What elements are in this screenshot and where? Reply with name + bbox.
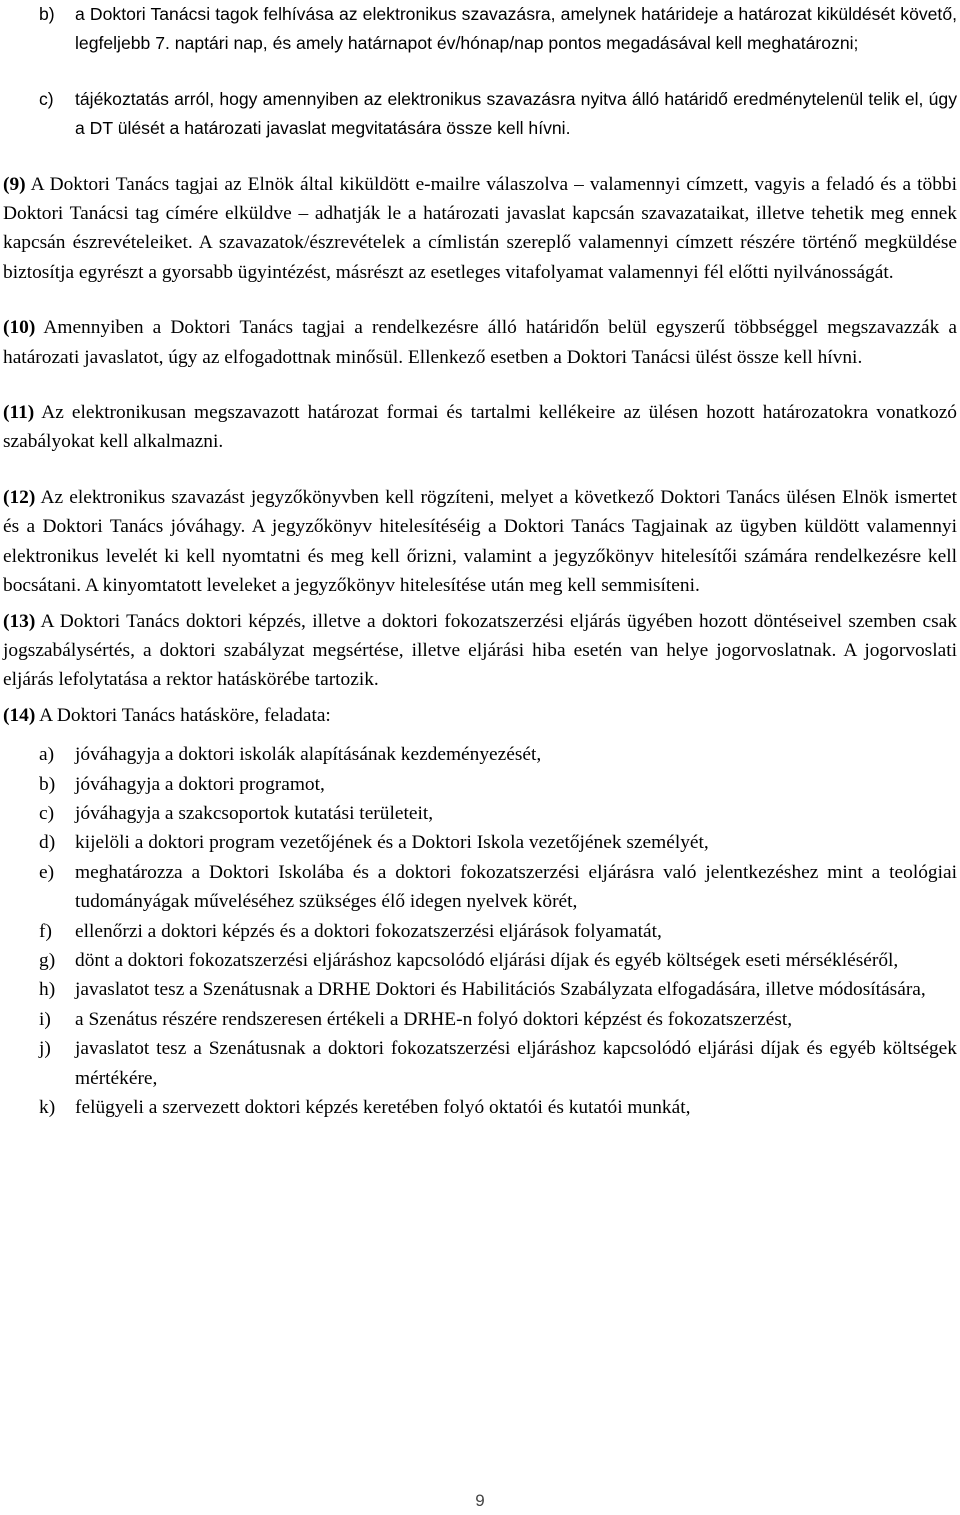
list-item [3,0,957,59]
list-item-label: b) [39,4,55,24]
list-item [3,85,957,144]
paragraph-12 [3,483,957,601]
paragraph-text: Amennyiben a Doktori Tanács tagjai a rendelkezésre álló határidőn belül egyszerű többséggel megszavazzák a határozati javaslatot, úgy az elfogadottnak minősül. Ellenkező esetben a Doktori Tanácsi ülést össze kell hívni. [3,317,957,368]
paragraph-number: (14) [3,704,36,726]
list-item [3,946,957,975]
list-item-text: meghatározza a Doktori Iskolába és a doktori fokozatszerzési eljárásra való jelentkezéshez mint a teológiai tudományágak műveléséhez szükséges élő idegen nyelvek körét, [75,861,957,913]
list-item-label: c) [39,88,54,109]
paragraph-13 [3,607,957,695]
list-item-label: j) [39,1038,51,1060]
voting-items-list [3,0,957,144]
paragraph-11 [3,398,957,457]
list-item-text: dönt a doktori fokozatszerzési eljáráshoz kapcsolódó eljárási díjak és egyéb költségek eseti mérsékléséről, [75,949,899,971]
list-item-label: e) [39,861,55,883]
paragraph-number: (10) [3,317,36,339]
list-item-text: tájékoztatás arról, hogy amennyiben az elektronikus szavazásra nyitva álló határidő eredménytelenül telik el, úgy a DT ülését a határozati javaslat megvitatására össze kell hívni. [75,88,957,139]
list-item [3,1005,957,1034]
paragraph-14 [3,701,957,730]
list-item [3,975,957,1004]
list-item-label: i) [39,1008,51,1030]
page-number: 9 [475,1491,485,1510]
list-item-text: jóváhagyja a doktori programot, [75,773,325,795]
list-item-text: a Doktori Tanácsi tagok felhívása az elektronikus szavazásra, amelynek határideje a határozat kiküldését követő, legfeljebb 7. naptári nap, és amely határnapot év/hónap/nap pontos megadásával kell meghatározni; [75,4,957,54]
list-item [3,1093,957,1122]
list-item-text: javaslatot tesz a Szenátusnak a doktori fokozatszerzési eljáráshoz kapcsolódó eljárási díjak és egyéb költségek mértékére, [75,1038,957,1089]
list-item [3,858,957,917]
paragraph-text: A Doktori Tanács hatásköre, feladata: [35,704,331,726]
list-item-label: a) [39,744,55,766]
paragraph-10 [3,313,957,372]
list-item [3,799,957,828]
list-item [3,917,957,946]
list-item-text: jóváhagyja a doktori iskolák alapításának kezdeményezését, [75,744,542,766]
duties-list [3,740,957,1122]
list-item [3,828,957,857]
paragraph-number: (13) [3,610,36,632]
list-item [3,740,957,769]
list-item-label: h) [39,979,56,1001]
paragraph-9 [3,170,957,288]
paragraph-text: A Doktori Tanács doktori képzés, illetve a doktori fokozatszerzési eljárás ügyében hozott döntéseivel szemben csak jogszabálysértés, a doktori szabályzat megsértése, illetve eljárási hiba esetén van helye jogorvoslatnak. A jogorvoslati eljárás lefolytatása a rektor hatáskörébe tartozik. [3,610,957,691]
list-item-text: jóváhagyja a szakcsoportok kutatási területeit, [75,802,434,824]
list-item-label: d) [39,832,56,854]
list-item-text: a Szenátus részére rendszeresen értékeli a DRHE-n folyó doktori képzést és fokozatszerzést, [75,1008,793,1030]
paragraph-text: Az elektronikusan megszavazott határozat formai és tartalmi kellékeire az ülésen hozott határozatokra vonatkozó szabályokat kell alkalmazni. [3,402,957,453]
list-item [3,770,957,799]
list-item-label: f) [39,920,52,942]
paragraph-text: Az elektronikus szavazást jegyzőkönyvben kell rögzíteni, melyet a következő Doktori Tanács ülésen Elnök ismertet és a Doktori Tanács jóváhagy. A jegyzőkönyv hitelesítéséig a Doktori Tanács Tagjainak az ügyben küldött valamennyi elektronikus levelét ki kell nyomtatni és meg kell őrizni, valamint a jegyzőkönyv hitelesítői számára rendelkezésre kell bocsátani. A kinyomtatott leveleket a jegyzőkönyv hitelesítése után meg kell semmisíteni. [3,486,957,597]
list-item-text: felügyeli a szervezett doktori képzés keretében folyó oktatói és kutatói munkát, [75,1097,691,1118]
list-item-label: g) [39,949,56,971]
paragraph-number: (11) [3,402,35,424]
paragraph-text: A Doktori Tanács tagjai az Elnök által kiküldött e-mailre válaszolva – valamennyi címzett, vagyis a feladó és a többi Doktori Tanácsi tag címére elküldve – adhatják le a határozati javaslat kapcsán szavazataikat, illetve tehetik meg ennek kapcsán észrevételeiket. A szavazatok/észrevételek a címlistán szereplő valamennyi címzett részére történő megküldése biztosítja egyrészt a gyorsabb ügyintézést, másrészt az esetleges vitafolyamat valamennyi fél előtti nyilvánosságát. [3,173,957,283]
list-item [3,1034,957,1093]
list-item-label: b) [39,773,56,795]
list-item-text: ellenőrzi a doktori képzés és a doktori fokozatszerzési eljárások folyamatát, [75,920,662,942]
list-item-label: c) [39,802,55,824]
paragraph-number: (12) [3,486,36,508]
list-item-label: k) [39,1097,56,1118]
list-item-text: kijelöli a doktori program vezetőjének és a Doktori Iskola vezetőjének személyét, [75,832,709,854]
list-item-text: javaslatot tesz a Szenátusnak a DRHE Doktori és Habilitációs Szabályzata elfogadására, illetve módosítására, [75,979,926,1001]
paragraph-number: (9) [3,173,26,195]
